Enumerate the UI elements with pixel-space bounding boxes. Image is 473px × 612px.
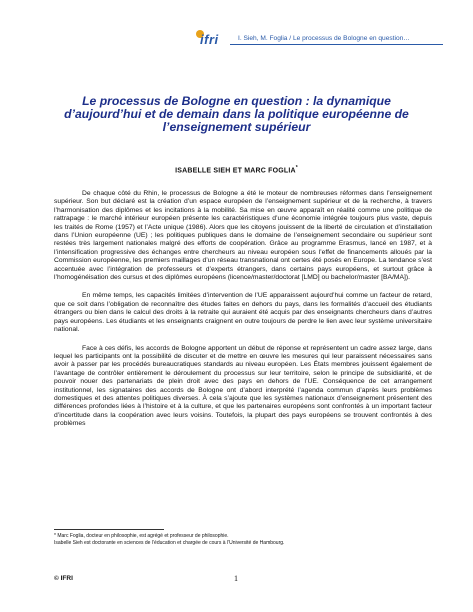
- footnotes: [54, 533, 434, 547]
- logo-text: ifri: [200, 32, 219, 47]
- header-rule: [230, 44, 443, 45]
- authors: [0, 165, 473, 174]
- footnote: Isabelle Sieh est doctorante en sciences de l’éducation et chargée de cours à l’Université de Hambourg.: [54, 540, 285, 546]
- footnote: * Marc Foglia, docteur en philosophie, est agrégé et professeur de philosophie.: [54, 533, 229, 539]
- running-head: I. Sieh, M. Foglia / Le processus de Bologne en question…: [238, 35, 410, 42]
- paragraph: En même temps, les capacités limitées d’intervention de l’UE apparaissent aujourd’hui comme un facteur de retard, que ce soit dans l’obligation de reconnaître des études faites en dehors du pays, dans les formalités d’accueil des étudiants étrangers ou bien dans le calcul des droits à la retraite qui auraient été acquis par des enseignants chercheurs dans d’autres pays européens. Les étudiants et les enseignants craignent en outre toujours de perdre le lien avec leur système universitaire national.: [54, 292, 432, 334]
- ifri-logo: [194, 30, 234, 50]
- copyright: © IFRI: [54, 575, 73, 582]
- document-title: [30, 95, 443, 134]
- footnote-rule: [54, 529, 164, 530]
- page-header: [0, 30, 473, 50]
- title-line: l’enseignement supérieur: [162, 120, 311, 134]
- authors-text: ISABELLE SIEH ET MARC FOGLIA: [175, 167, 296, 175]
- title-line: d’aujourd’hui et de demain dans la politique européenne de: [64, 107, 409, 121]
- title-line: Le processus de Bologne en question : la dynamique: [82, 94, 391, 108]
- paragraph: Face à ces défis, les accords de Bologne apportent un début de réponse et représentent un cadre assez large, dans lequel les participants ont la possibilité de discuter et de mettre en œuvre les mesures qui leur paraissent nécessaires sans avoir à passer par les procédés bureaucratiques standards au niveau européen. Les États membres jouissent également de l’avantage de contrôler entièrement le déroulement du processus sur leur territoire, selon le principe de subsidiarité, et de pouvoir nouer des partenariats de plein droit avec des pays en dehors de l’UE. Conséquence de cet arrangement institutionnel, les signataires des accords de Bologne ont d’abord interprété l’agenda commun d’après leurs problèmes domestiques et des attentes politiques diverses. À cela s’ajoute que les systèmes nationaux d’enseignement présentent des différences profondes liées à l’histoire et à la culture, et que les partenaires européens sont confrontés à un important facteur d’incertitude dans la coopération avec leurs voisins. Toutefois, la plupart des pays européens se trouvent confrontés à des problèmes: [54, 344, 432, 428]
- page-number: 1: [234, 574, 238, 583]
- paragraph: De chaque côté du Rhin, le processus de Bologne a été le moteur de nombreuses réformes dans l’enseignement supérieur. Son but déclaré est la création d’un espace européen de l’enseignement supérieur et de la recherche, à travers l’harmonisation des diplômes et les incitations à la mobilité. Sa mise en œuvre apparaît en réalité comme une politique de rattrapage : le marché intérieur européen présente les caractéristiques d’une économie intégrée toujours plus vaste, depuis les traités de Rome (1957) et l’Acte unique (1986). Alors que les citoyens jouissent de la liberté de circulation et d’installation dans l’Union européenne (UE) ; les politiques publiques dans le domaine de l’enseignement secondaire ou supérieur sont restées très largement nationales malgré des efforts de coopération. Grâce au programme Erasmus, lancé en 1987, et à l’intensification progressive des échanges entre chercheurs au niveau européen sous l’effet de financements alloués par la Commission européenne, les premiers maillages d’un réseau transnational ont certes été posés en Europe. La tendance s’est accentuée avec l’intégration de professeurs et d’experts étrangers, dans certains pays européens, et surtout grâce à l’homogénéisation des cursus et des diplômes européens (licence/master/doctorat [LMD] ou bachelor/master [BA/MA]).: [54, 190, 432, 282]
- body-text: [54, 190, 432, 439]
- author-footnote-marker[interactable]: *: [295, 165, 298, 171]
